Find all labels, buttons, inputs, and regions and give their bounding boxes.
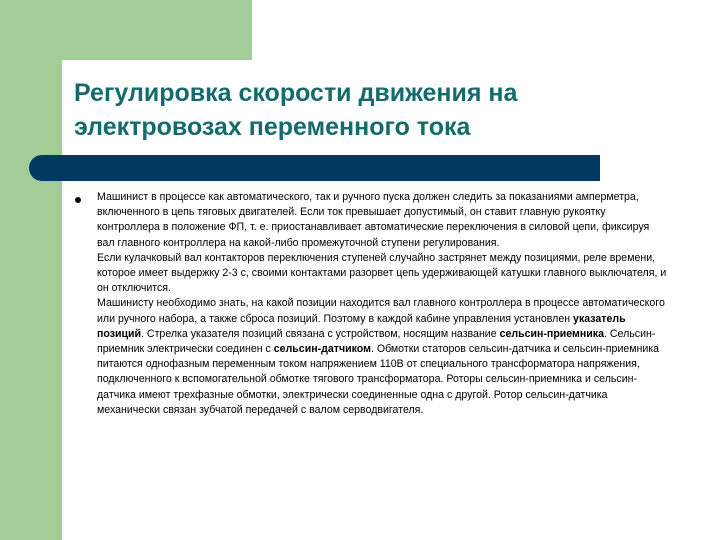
position-text-part-3: . Сельсин-приемник электрически соединен с	[97, 327, 656, 356]
term-selsyn-receiver: сельсин-приемника	[499, 327, 604, 340]
term-selsyn-transmitter: сельсин-датчиком	[273, 343, 371, 356]
term-position-indicator: указатель позиций	[97, 312, 626, 340]
paragraph-contactor-jam: Если кулачковый вал контакторов переключения ступеней случайно застрянет между позициями, реле времени, которое имеет выдержку 2-3 с, своими контактами разорвет цепь удерживающей катушки главного выключателя, и он отключится.	[97, 251, 667, 295]
paragraph-driver-monitoring: Машинист в процессе как автоматического, так и ручного пуска должен следить за показаниями амперметра, включенного в цепь тяговых двигателей. Если ток превышает допустимый, он ставит главную рукоятку контроллера в положение ФП, т. е. приостанавливает автоматические переключения в силовой цепи, фиксируя вал главного контроллера на какой-либо промежуточной ступени регулирования.	[97, 191, 650, 249]
position-text-part-2: . Стрелка указателя позиций связана с устройством, носящим название	[141, 327, 500, 340]
slide-body	[97, 190, 669, 418]
position-text-part-1: Машинисту необходимо знать, на какой позиции находится вал главного контроллера в процессе автоматического или ручного набора, а также сброса позиций. Поэтому в каждой кабине управления установлен	[97, 297, 665, 325]
decorative-green-sidebar	[0, 0, 62, 540]
position-text-part-4: . Обмотки статоров сельсин-датчика и сельсин-приемника питаются однофазным переменным током напряжением 110В от специального трансформатора напряжения, подключенного к вспомогательной обмотке тягового трансформатора. Роторы сельсин-приемника и сельсин-датчика имеют трехфазные обмотки, электрически соединенные одна с другой. Ротор сельсин-датчика механически связан зубчатой передачей с валом серводвигателя.	[97, 343, 660, 416]
slide-title: Регулировка скорости движения на электровозах переменного тока	[74, 79, 518, 141]
title-divider-bar	[29, 155, 600, 181]
paragraph-position-indicator	[97, 296, 669, 418]
bullet-dot-icon	[75, 197, 81, 203]
